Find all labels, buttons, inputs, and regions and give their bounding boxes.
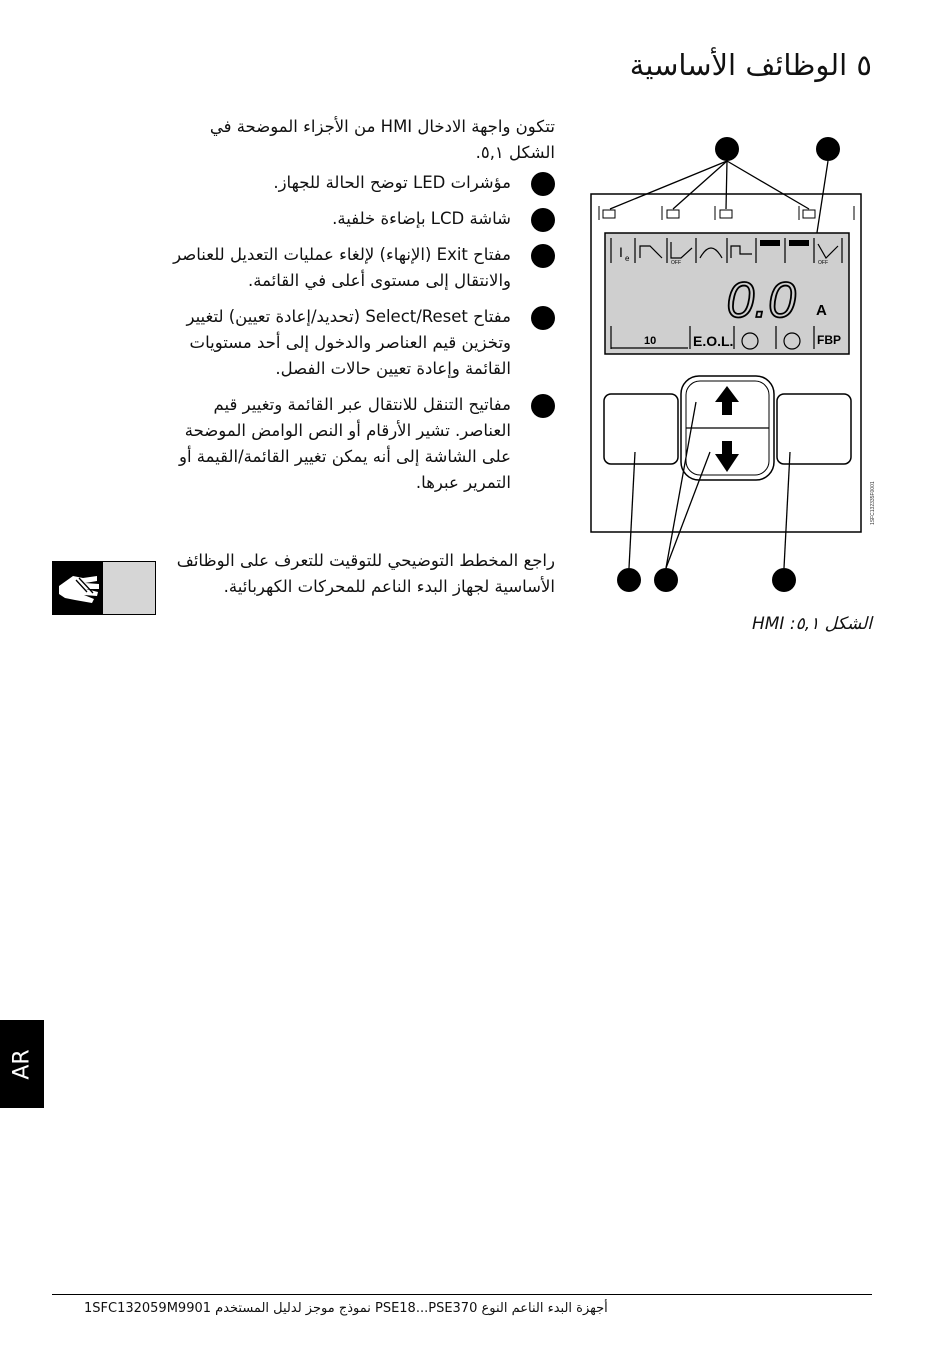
list-item-text: مفتاح Exit (الإنهاء) لإلغاء عمليات التعديل للعناصر والانتقال إلى مستوى أعلى في القائمة.	[173, 245, 511, 290]
callout-marker	[772, 568, 796, 592]
list-item	[160, 242, 555, 294]
callout-marker	[816, 137, 840, 161]
bullet-icon	[531, 208, 555, 232]
fbp-label: FBP	[817, 333, 841, 347]
list-item	[160, 170, 555, 196]
bullet-icon	[531, 172, 555, 196]
off-label: OFF	[671, 260, 681, 266]
callout-marker	[654, 568, 678, 592]
hand-pointing-icon	[52, 561, 156, 615]
underload-icon	[789, 240, 809, 246]
list-item	[160, 392, 555, 496]
list-item-text: مفاتيح التنقل للانتقال عبر القائمة وتغيير قيم العناصر. تشير الأرقام أو النص الوامض الموضحة على الشاشة إلى أنه يمكن تغيير القائمة/القيمة أو التمرير عبرها.	[178, 395, 511, 492]
figure-caption: الشكل ٥,١: HMI	[751, 614, 872, 634]
select-reset-key[interactable]	[777, 394, 851, 464]
hmi-figure	[570, 130, 880, 604]
setting-value: 10	[644, 335, 657, 347]
footer-divider	[52, 1294, 872, 1295]
list-item-text: مفتاح Select/Reset (تحديد/إعادة تعيين) لتغيير وتخزين قيم العناصر والدخول إلى أحد مستويات القائمة وإعادة تعيين حالات الفصل.	[186, 307, 511, 378]
overload-icon	[760, 240, 780, 246]
page-title: ٥ الوظائف الأساسية	[629, 48, 872, 82]
list-item-text: مؤشرات LED توضح الحالة للجهاز.	[273, 173, 511, 192]
bullet-icon	[531, 394, 555, 418]
ie-subscript: e	[625, 254, 630, 263]
bullet-icon	[531, 244, 555, 268]
feature-list	[160, 170, 555, 506]
ie-label: I	[619, 244, 623, 260]
list-item	[160, 206, 555, 232]
figure-code: 1SFC132335F0001	[870, 481, 876, 525]
eol-label: E.O.L.	[693, 333, 734, 349]
current-unit: A	[816, 302, 827, 319]
bullet-icon	[531, 306, 555, 330]
callout-marker	[617, 568, 641, 592]
intro-paragraph: تتكون واجهة الادخال HMI من الأجزاء الموضحة في الشكل ٥,١.	[209, 117, 555, 162]
callout-marker	[715, 137, 739, 161]
off-label: OFF	[818, 260, 828, 266]
language-tab	[0, 1020, 44, 1108]
note-paragraph: راجع المخطط التوضيحي للتوقيت للتعرف على الوظائف الأساسية لجهاز البدء الناعم للمحركات الكهربائية.	[176, 551, 555, 596]
exit-key[interactable]	[604, 394, 678, 464]
language-tab-label: AR	[9, 1048, 35, 1080]
current-readout: 0.0	[726, 272, 796, 328]
list-item	[160, 304, 555, 382]
list-item-text: شاشة LCD بإضاءة خلفية.	[332, 209, 511, 228]
footer-text: أجهزة البدء الناعم النوع PSE18...PSE370 نموذج موجز لدليل المستخدم 1SFC132059M9901	[84, 1301, 608, 1316]
